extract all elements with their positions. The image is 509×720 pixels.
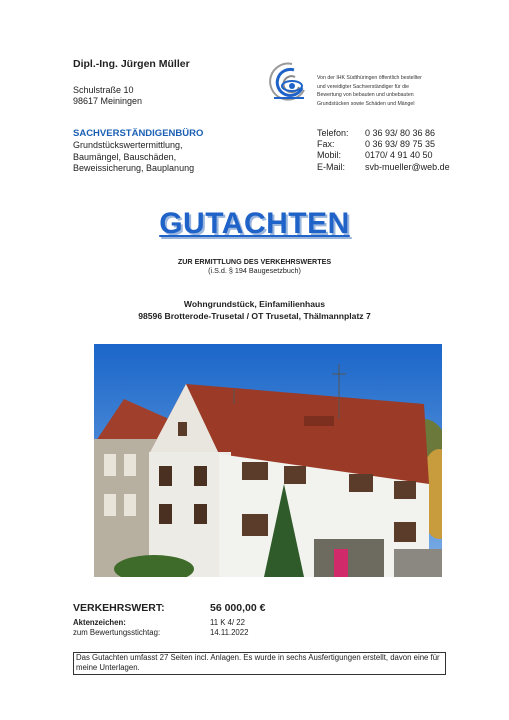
office-line: Grundstückswertermittlung, (73, 140, 183, 150)
footer-note: Das Gutachten umfasst 27 Seiten incl. Anlagen. Es wurde in sechs Ausfertigungen erstellt, davon eine für meine Unterlagen. (73, 652, 446, 675)
expert-tagline (317, 74, 457, 108)
tagline-line: und vereidigter Sachverständiger für die (317, 83, 409, 90)
address (73, 85, 142, 107)
contact-mobile (317, 150, 450, 161)
expert-name: Dipl.-Ing. Jürgen Müller (73, 58, 190, 70)
document-subtitle: ZUR ERMITTLUNG DES VERKEHRSWERTES (177, 257, 332, 266)
contact-label: Mobil: (317, 150, 342, 161)
office-description (73, 140, 194, 175)
valuation-date: 14.11.2022 (210, 628, 249, 637)
office-title: SACHVERSTÄNDIGENBÜRO (73, 128, 204, 139)
tagline-line: Von der IHK Südthüringen öffentlich bestellter (317, 75, 422, 81)
contact-value: 0 36 93/ 89 75 35 (365, 139, 436, 150)
contact-label: Telefon: (317, 128, 349, 138)
market-value-label: VERKEHRSWERT: (73, 602, 165, 614)
tagline-line: Bewertung von bebauten und unbebauten (317, 92, 414, 99)
contact-label: Fax: (317, 139, 335, 150)
object-type: Wohngrundstück, Einfamilienhaus (183, 299, 326, 309)
object-address: 98596 Brotterode-Trusetal / OT Trusetal, Thälmannplatz 7 (138, 311, 371, 321)
contact-email-link[interactable]: svb-mueller@web.de (365, 161, 450, 172)
address-city: 98617 Meiningen (73, 96, 143, 106)
file-number-label: Aktenzeichen: (73, 618, 126, 627)
contact-email (317, 162, 450, 173)
office-line: Baumängel, Bauschäden, (73, 151, 177, 162)
eye-logo-icon (264, 60, 308, 104)
valuation-date-label: zum Bewertungsstichtag: (73, 628, 161, 637)
tagline-line: Grundstücken sowie Schäden und Mängel (317, 100, 415, 107)
contact-value: 0 36 93/ 80 36 86 (365, 128, 436, 138)
office-line: Beweissicherung, Bauplanung (73, 163, 195, 173)
file-number: 11 K 4/ 22 (210, 618, 245, 627)
contact-value: 0170/ 4 91 40 50 (365, 150, 433, 161)
address-street: Schulstraße 10 (73, 85, 134, 95)
document-title: GUTACHTEN (159, 207, 350, 240)
contact-block (317, 128, 450, 173)
contact-fax (317, 139, 450, 150)
contact-label: E-Mail: (317, 161, 346, 172)
contact-phone (317, 128, 450, 139)
property-photo (94, 344, 442, 577)
document-subtitle-legal: (i.S.d. § 194 Baugesetzbuch) (208, 266, 301, 275)
market-value: 56 000,00 € (210, 602, 266, 614)
